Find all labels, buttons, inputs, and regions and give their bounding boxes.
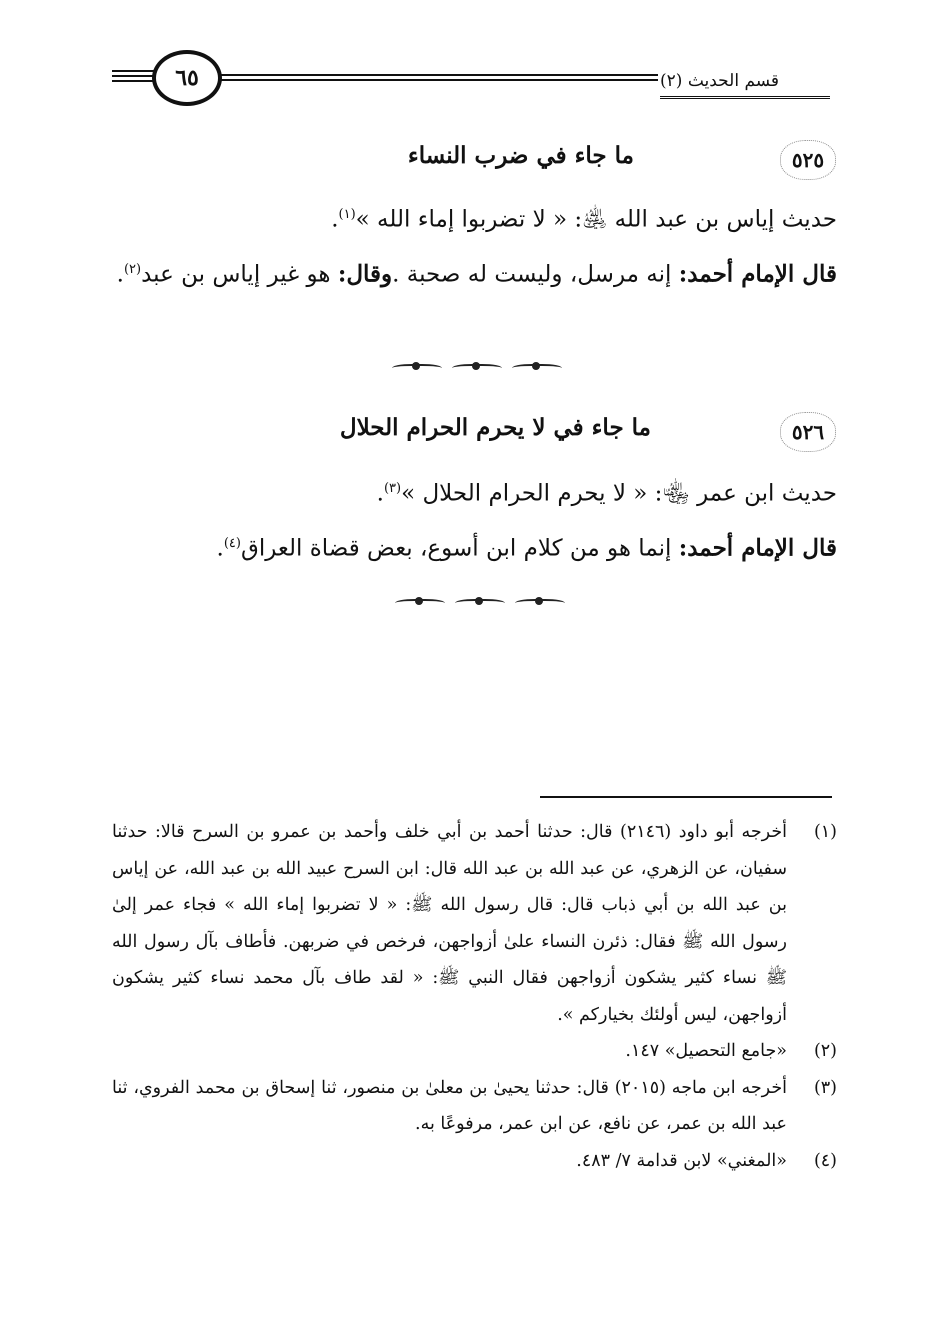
footnote [112, 1033, 837, 1070]
footnote-text: «جامع التحصيل» ١٤٧. [625, 1041, 787, 1061]
footnote-number: (٣) [813, 1077, 837, 1098]
section-title: ما جاء في لا يحرم الحرام الحلال [339, 414, 651, 441]
section-title: ما جاء في ضرب النساء [407, 142, 634, 169]
footnotes [112, 814, 837, 1179]
footnote-text: «المغني» لابن قدامة ٧/ ٤٨٣. [576, 1150, 787, 1171]
footnote-number: (٢) [813, 1041, 837, 1061]
footnote [112, 1143, 837, 1180]
footnote-separator [540, 796, 832, 798]
comment-line: قال الإمام أحمد: إنما هو من كلام ابن أسوع، بعض قضاة العراق$^{(٤)}$. [216, 534, 837, 562]
footnote-text: أخرجه أبو داود (٢١٤٦) قال: حدثنا أحمد بن أبي خلف وأحمد بن عمرو بن السرح قالا: حدثنا سفيان، عن الزهري، عن عبد الله بن عبد الله قال: ابن السرح عبيد الله بن عبد الله، عن إياس بن عبد الله بن أبي ذباب قال: قال رسول الله ﷺ: « لا تضربوا إماء الله » فجاء عمر إلىٰ رسول الله ﷺ فقال: ذئرن النساء علىٰ أزواجهن، فرخص في ضربهن. فأطاف بآل رسول الله ﷺ نساء كثير يشكون أزواجهن فقال النبي ﷺ: « لقد طاف بآل محمد نساء كثير يشكون أزواجهن، ليس أولئك بخياركم ». [112, 822, 787, 1025]
hadith-line: حديث ابن عمر ﵄: « لا يحرم الحرام الحلال »$^{(٣)}$. [376, 480, 837, 507]
hadith-line: حديث إياس بن عبد الله ﵁: « لا تضربوا إماء الله »$^{(١)}$. [331, 206, 837, 233]
section-number-badge: ٥٢٥ [780, 140, 836, 180]
comment-line: قال الإمام أحمد: إنه مرسل، وليست له صحبة .وقال: هو غير إياس بن عبد$^{(٢)}$. [116, 260, 837, 288]
footnote [112, 1070, 837, 1143]
section-body [112, 190, 837, 299]
footnote-number: (١) [813, 822, 837, 842]
page-number: ٦٥ [152, 50, 222, 106]
section-divider [395, 597, 565, 611]
header-rule-right [218, 74, 658, 86]
footnote [112, 814, 837, 1033]
section-body [112, 464, 837, 573]
footnote-number: (٤) [813, 1150, 837, 1171]
running-title: قسم الحديث (٢) [660, 66, 830, 99]
footnote-text: أخرجه ابن ماجه (٢٠١٥) قال: حدثنا يحيىٰ بن معلىٰ بن منصور، ثنا إسحاق بن محمد الفروي، ثنا عبد الله بن عمر، عن نافع، عن ابن عمر، مرفوعًا به. [112, 1077, 787, 1134]
section-divider [392, 362, 562, 376]
section-number-badge: ٥٢٦ [780, 412, 836, 452]
